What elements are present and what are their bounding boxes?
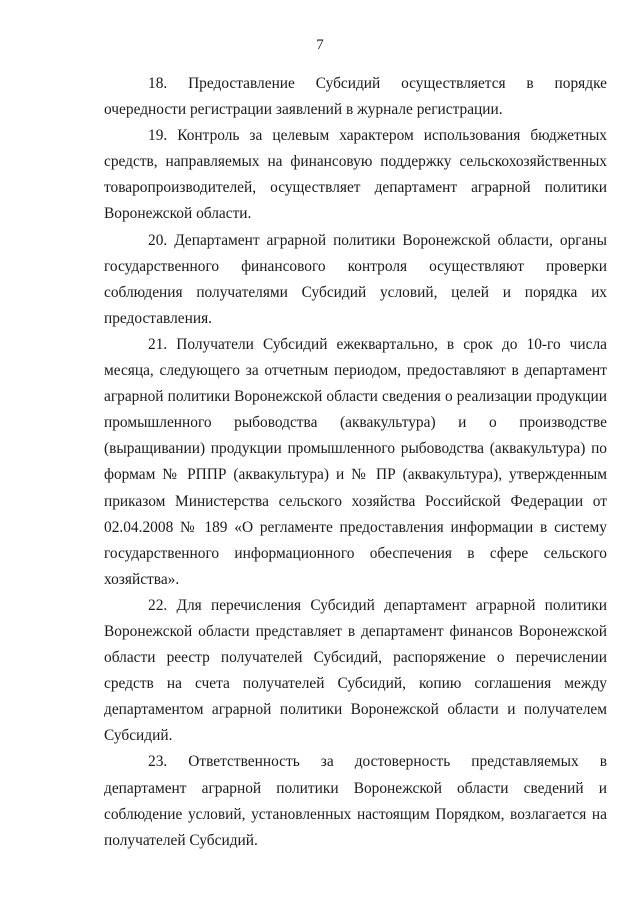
paragraph-19: 19. Контроль за целевым характером использования бюджетных средств, направляемых на финансовую поддержку сельскохозяйственных товаропроизводителей, осуществляет департамент аграрной политики Воронежской области. — [104, 127, 607, 223]
page-number: 7 — [316, 37, 324, 53]
paragraph-22: 22. Для перечисления Субсидий департамент аграрной политики Воронежской области представляет в департамент финансов Воронежской области реестр получателей Субсидий, распоряжение о перечислении средств на счета получателей Субсидий, копию соглашения между департаментом аграрной политики Воронежской области и получателем Субсидий. — [104, 596, 607, 745]
paragraph-23: 23. Ответственность за достоверность представляемых в департамент аграрной политики Воронежской области сведений и соблюдение условий, установленных настоящим Порядком, возлагается на получателей Субсидий. — [104, 753, 607, 849]
paragraph-20: 20. Департамент аграрной политики Воронежской области, органы государственного финансового контроля осуществляют проверки соблюдения получателями Субсидий условий, целей и порядка их предоставления. — [104, 231, 607, 327]
paragraph-18: 18. Предоставление Субсидий осуществляется в порядке очередности регистрации заявлений в журнале регистрации. — [104, 75, 607, 119]
paragraph-21: 21. Получатели Субсидий ежеквартально, в срок до 10-го числа месяца, следующего за отчетным периодом, предоставляют в департамент аграрной политики Воронежской области сведения о реализации продукции промышленного рыбоводства (аквакультура) и о производстве (выращивании) продукции промышленного рыбоводства (аквакультура) по формам № РППР (аквакультура) и № ПР (аквакультура), утвержденным приказом Министерства сельского хозяйства Российской Федерации от 02.04.2008 № 189 «О регламенте предоставления информации в систему государственного информационного обеспечения в сфере сельского хозяйства». — [104, 335, 607, 588]
document-body — [104, 71, 607, 854]
